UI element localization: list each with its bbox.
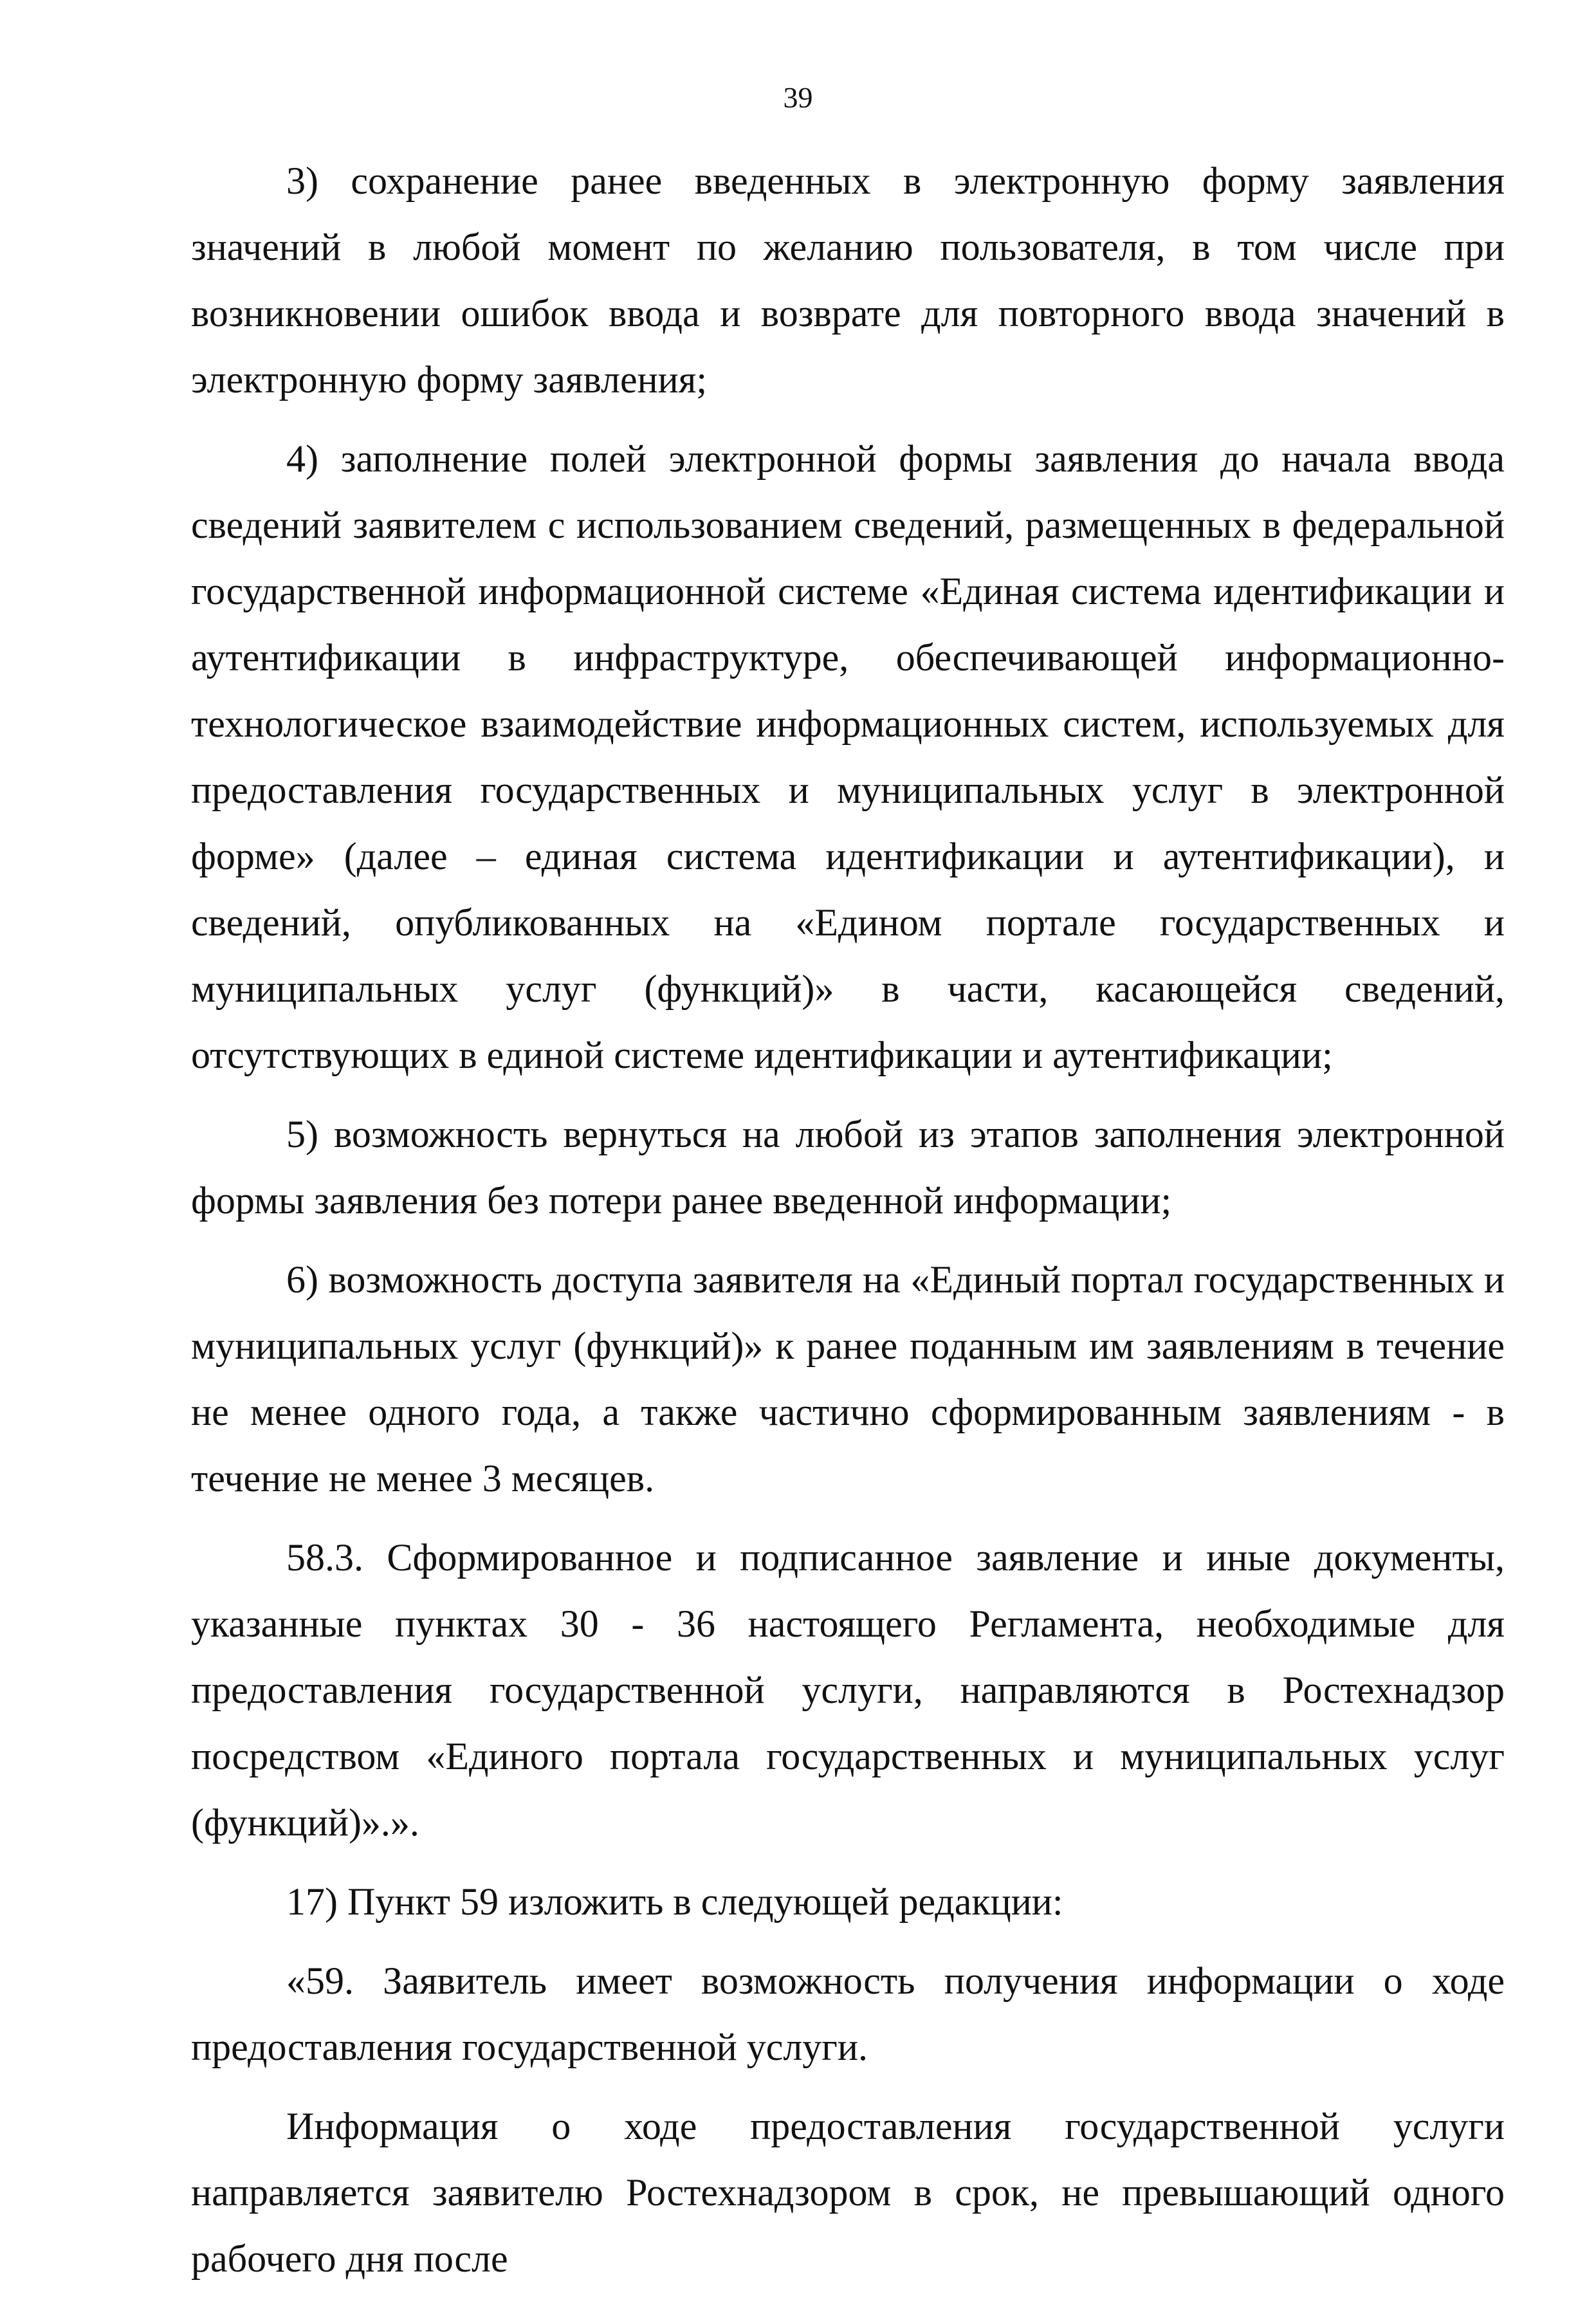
document-body <box>191 148 1505 2305</box>
paragraph-58-3: 58.3. Сформированное и подписанное заявление и иные документы, указанные пунктах 30 - 36 настоящего Регламента, необходимые для предоставления государственной услуги, направляются в Ростехнадзор посредством «Единого портала государственных и муниципальных услуг (функций)».». <box>191 1536 1505 1844</box>
paragraph-information: Информация о ходе предоставления государственной услуги направляется заявителю Ростехнадзором в срок, не превышающий одного рабочего дня после <box>191 2105 1505 2280</box>
paragraph-item-6: 6) возможность доступа заявителя на «Единый портал государственных и муниципальных услуг (функций)» к ранее поданным им заявлениям в течение не менее одного года, а также частично сформированным заявлениям - в течение не менее 3 месяцев. <box>191 1258 1505 1500</box>
paragraph-amendment-17: 17) Пункт 59 изложить в следующей редакции: <box>286 1880 1063 1923</box>
paragraph-59: «59. Заявитель имеет возможность получения информации о ходе предоставления государственной услуги. <box>191 1960 1505 2068</box>
page-number: 39 <box>783 81 813 114</box>
paragraph-item-4: 4) заполнение полей электронной формы заявления до начала ввода сведений заявителем с использованием сведений, размещенных в федеральной государственной информационной системе «Единая система идентификации и аутентификации в инфраструктуре, обеспечивающей информационно-технологическое взаимодействие информационных систем, используемых для предоставления государственных и муниципальных услуг в электронной форме» (далее – единая система идентификации и аутентификации), и сведений, опубликованных на «Едином портале государственных и муниципальных услуг (функций)» в части, касающейся сведений, отсутствующих в единой системе идентификации и аутентификации; <box>191 437 1505 1076</box>
paragraph-item-3: 3) сохранение ранее введенных в электронную форму заявления значений в любой момент по желанию пользователя, в том числе при возникновении ошибок ввода и возврате для повторного ввода значений в электронную форму заявления; <box>191 160 1505 401</box>
paragraph-item-5: 5) возможность вернуться на любой из этапов заполнения электронной формы заявления без потери ранее введенной информации; <box>191 1113 1505 1222</box>
